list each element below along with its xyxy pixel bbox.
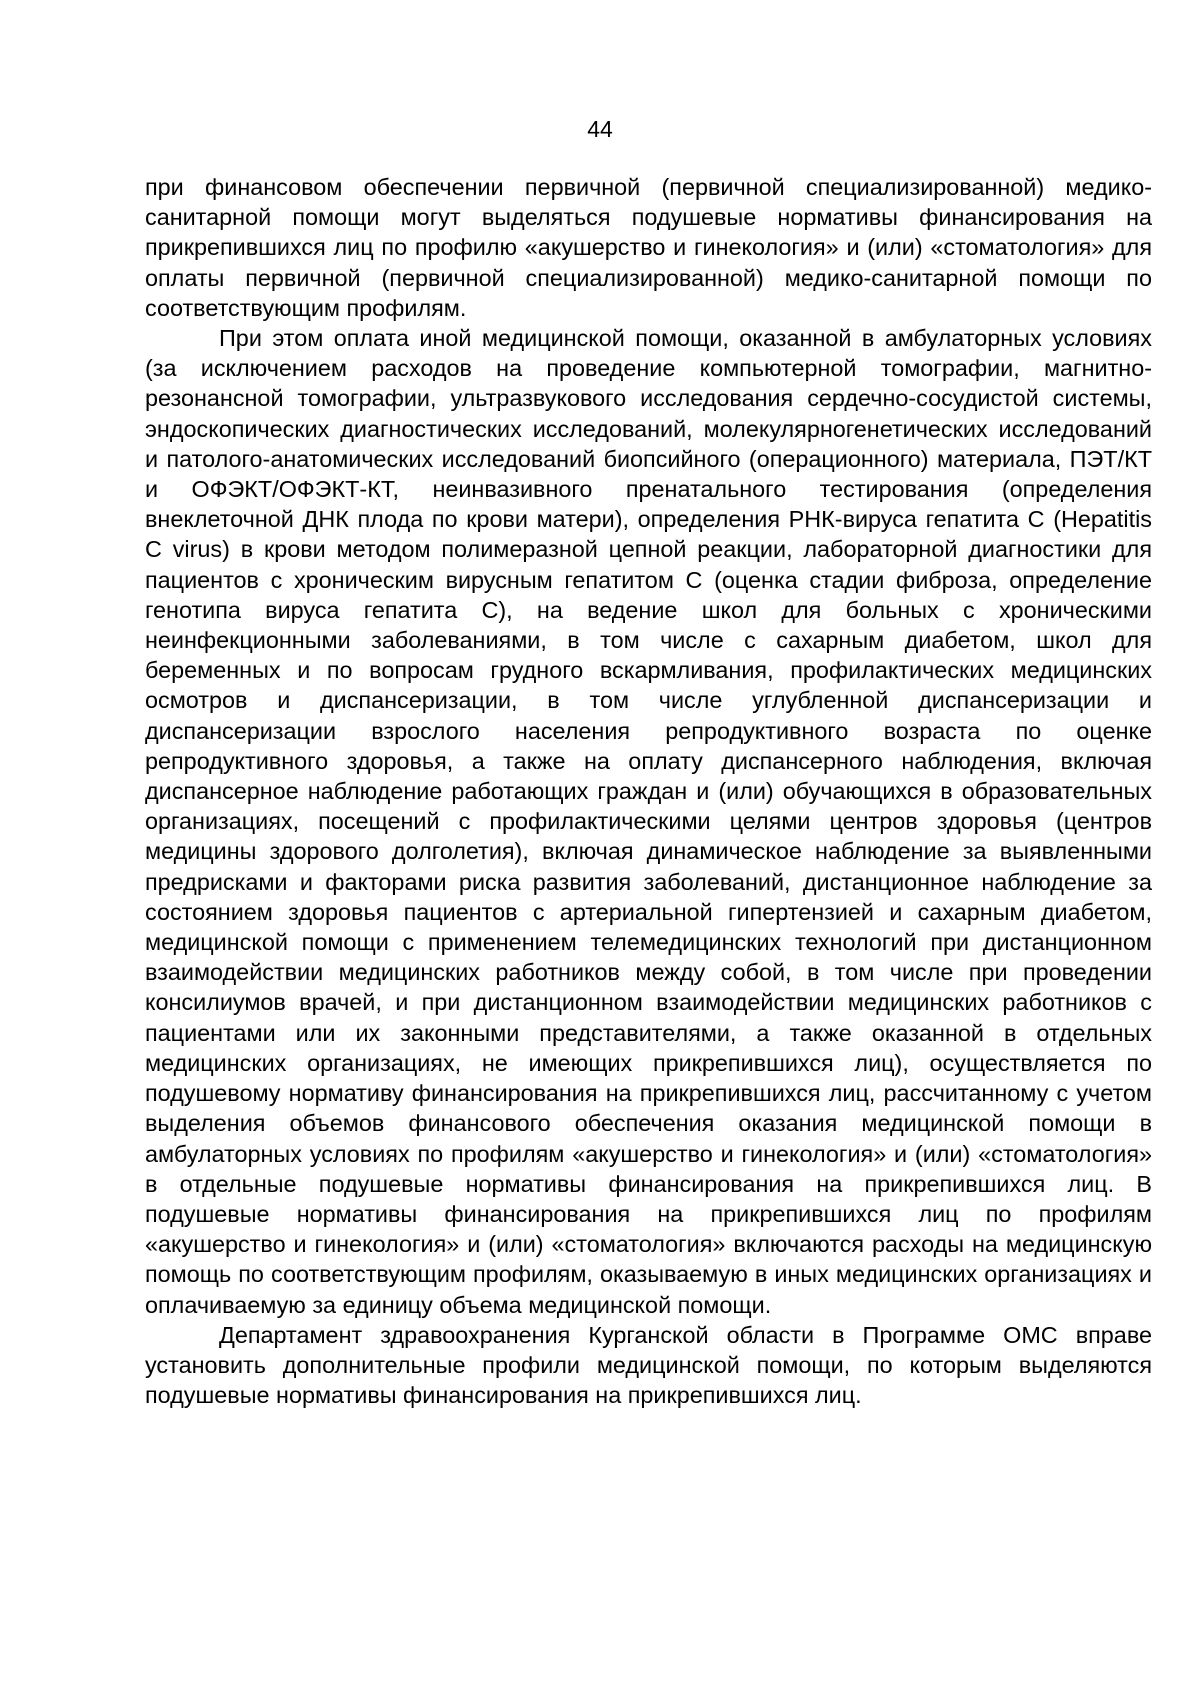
document-body (145, 172, 1152, 1410)
paragraph-continuation: при финансовом обеспечении первичной (первичной специализированной) медико-санитарной помощи могут выделяться подушевые нормативы финансирования на прикрепившихся лиц по профилю «акушерство и гинекология» и (или) «стоматология» для оплаты первичной (первичной специализированной) медико-санитарной помощи по соответствующим профилям. (145, 174, 1152, 321)
page-number: 44 (587, 116, 613, 142)
paragraph-payment-rules: При этом оплата иной медицинской помощи, оказанной в амбулаторных условиях (за исключением расходов на проведение компьютерной томографии, магнитно-резонансной томографии, ультразвукового исследования сердечно-сосудистой системы, эндоскопических диагностических исследований, молекулярногенетических исследований и патолого-анатомических исследований биопсийного (операционного) материала, ПЭТ/КТ и ОФЭКТ/ОФЭКТ-КТ, неинвазивного пренатального тестирования (определения внеклеточной ДНК плода по крови матери), определения РНК-вируса гепатита С (Hepatitis C virus) в крови методом полимеразной цепной реакции, лабораторной диагностики для пациентов с хроническим вирусным гепатитом С (оценка стадии фиброза, определение генотипа вируса гепатита С), на ведение школ для больных с хроническими неинфекционными заболеваниями, в том числе с сахарным диабетом, школ для беременных и по вопросам грудного вскармливания, профилактических медицинских осмотров и диспансеризации, в том числе углубленной диспансеризации и диспансеризации взрослого населения репродуктивного возраста по оценке репродуктивного здоровья, а также на оплату диспансерного наблюдения, включая диспансерное наблюдение работающих граждан и (или) обучающихся в образовательных организациях, посещений с профилактическими целями центров здоровья (центров медицины здорового долголетия), включая динамическое наблюдение за выявленными предрисками и факторами риска развития заболеваний, дистанционное наблюдение за состоянием здоровья пациентов с артериальной гипертензией и сахарным диабетом, медицинской помощи с применением телемедицинских технологий при дистанционном взаимодействии медицинских работников между собой, в том числе при проведении консилиумов врачей, и при дистанционном взаимодействии медицинских работников с пациентами или их законными представителями, а также оказанной в отдельных медицинских организациях, не имеющих прикрепившихся лиц), осуществляется по подушевому нормативу финансирования на прикрепившихся лиц, рассчитанному с учетом выделения объемов финансового обеспечения оказания медицинской помощи в амбулаторных условиях по профилям «акушерство и гинекология» и (или) «стоматология» в отдельные подушевые нормативы финансирования на прикрепившихся лиц. В подушевые нормативы финансирования на прикрепившихся лиц по профилям «акушерство и гинекология» и (или) «стоматология» включаются расходы на медицинскую помощь по соответствующим профилям, оказываемую в иных медицинских организациях и оплачиваемую за единицу объема медицинской помощи. (145, 325, 1152, 1318)
paragraph-department-profiles: Департамент здравоохранения Курганской области в Программе ОМС вправе установить дополнительные профили медицинской помощи, по которым выделяются подушевые нормативы финансирования на прикрепившихся лиц. (145, 1321, 1152, 1409)
